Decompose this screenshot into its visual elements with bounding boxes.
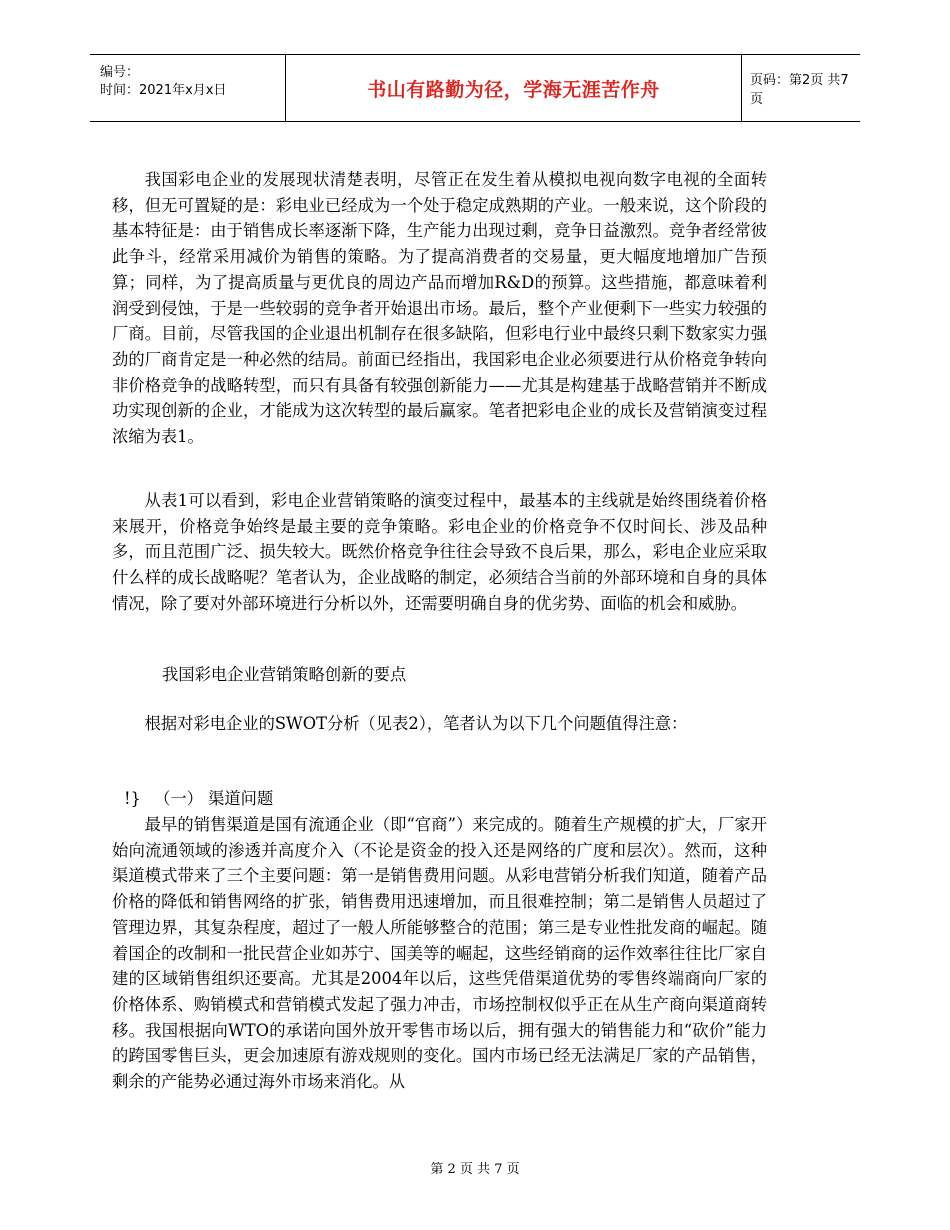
document-code-label: 编号： (100, 65, 140, 80)
header-left-cell (90, 55, 285, 121)
paragraph-2: 从表1可以看到，彩电企业营销策略的演变过程中，最基本的主线就是始终围绕着价格来展开，价格竞争始终是最主要的竞争策略。彩电企业的价格竞争不仅时间长、涉及品种多，而且范围广泛、损失较大。既然价格竞争往往会导致不良后果，那么，彩电企业应采取什么样的成长战略呢？笔者认为，企业战略的制定，必须结合当前的外部环境和自身的具体情况，除了要对外部环境进行分析以外，还需要明确自身的优劣势、面临的机会和威胁。 (112, 491, 767, 613)
header-motto: 书山有路勤为径，学海无涯苦作舟 (367, 78, 660, 101)
paragraph-4: 最早的销售渠道是国有流通企业（即“官商”）来完成的。随着生产规模的扩大，厂家开始向流通领域的渗透并高度介入（不论是资金的投入还是网络的广度和层次）。然而，这种渠道模式带来了三个主要问题：第一是销售费用问题。从彩电营销分析我们知道，随着产品价格的降低和销售网络的扩张，销售费用迅速增加，而且很难控制；第二是销售人员超过了管理边界，其复杂程度，超过了一般人所能够整合的范围；第三是专业性批发商的崛起。随着国企的改制和一批民营企业如苏宁、国美等的崛起，这些经销商的运作效率往往比厂家自建的区域销售组织还要高。尤其是2004年以后，这些凭借渠道优势的零售终端商向厂家的价格体系、购销模式和营销模式发起了强力冲击，市场控制权似乎正在从生产商向渠道商转移。我国根据向WTO的承诺向国外放开零售市场以后，拥有强大的销售能力和“砍价”能力的跨国零售巨头，更会加速原有游戏规则的变化。国内市场已经无法满足厂家的产品销售，剩余的产能势必通过海外市场来消化。从 (112, 815, 767, 1092)
page-footer: 第 2 页 共 7 页 (430, 1162, 520, 1177)
subsection-heading-title: （一） 渠道问题 (154, 789, 274, 808)
subsection-heading (124, 786, 273, 812)
paragraph-1: 我国彩电企业的发展现状清楚表明，尽管正在发生着从模拟电视向数字电视的全面转移，但无可置疑的是：彩电业已经成为一个处于稳定成熟期的产业。一般来说，这个阶段的基本特征是：由于销售成长率逐渐下降，生产能力出现过剩，竞争日益激烈。竞争者经常彼此争斗，经常采用减价为销售的策略。为了提高消费者的交易量，更大幅度地增加广告预算；同样，为了提高质量与更优良的周边产品而增加R&D的预算。这些措施，都意味着利润受到侵蚀，于是一些较弱的竞争者开始退出市场。最后，整个产业便剩下一些实力较强的厂商。目前，尽管我国的企业退出机制存在很多缺陷，但彩电行业中最终只剩下数家实力强劲的厂商肯定是一种必然的结局。前面已经指出，我国彩电企业必须要进行从价格竞争转向非价格竞争的战略转型，而只有具备有较强创新能力——尤其是构建基于战略营销并不断成功实现创新的企业，才能成为这次转型的最后赢家。笔者把彩电企业的成长及营销演变过程浓缩为表1。 (112, 170, 767, 447)
header-motto-cell (285, 55, 742, 121)
section-heading: 我国彩电企业营销策略创新的要点 (162, 665, 407, 684)
page-header (90, 54, 860, 122)
subsection-heading-prefix: !} (124, 789, 141, 808)
document-time-label: 时间：2021年x月x日 (100, 83, 227, 98)
paragraph-3: 根据对彩电企业的SWOT分析（见表2），笔者认为以下几个问题值得注意： (144, 714, 688, 733)
header-page-info: 页码：第2页 共7页 (750, 73, 849, 107)
